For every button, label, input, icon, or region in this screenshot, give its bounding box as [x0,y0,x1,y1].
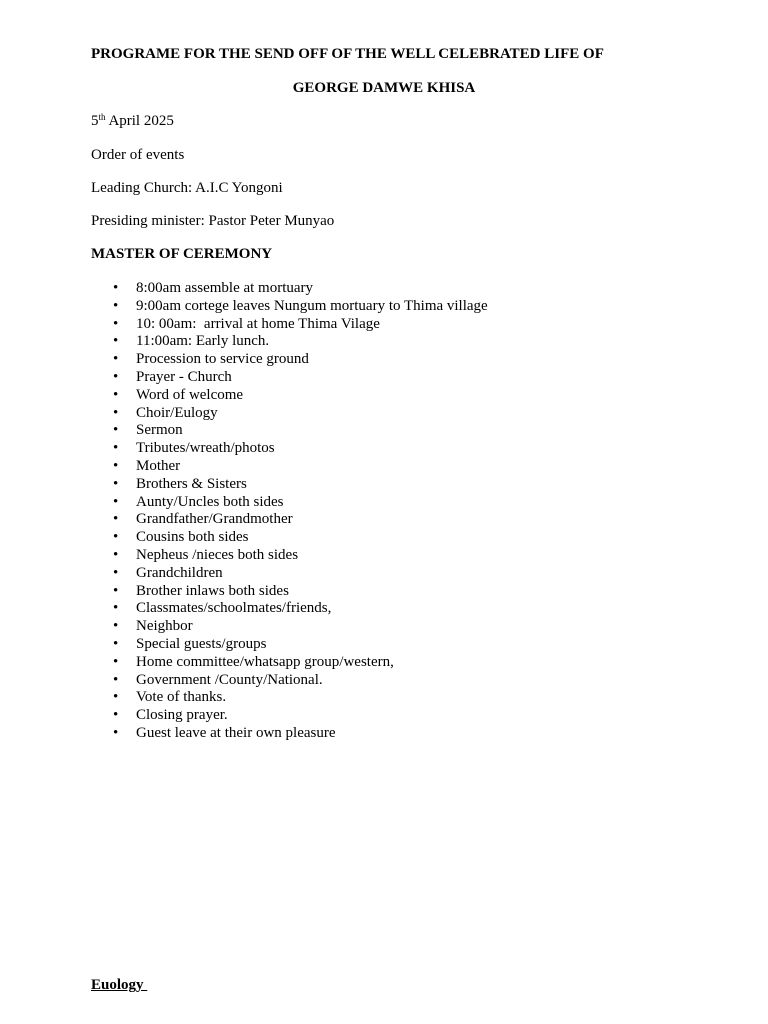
bullet-icon: • [113,582,119,599]
order-of-events-label: Order of events [91,147,185,163]
bullet-icon: • [113,546,119,563]
list-item [113,725,488,743]
event-text: Special guests/groups [136,635,267,652]
event-text: Choir/Eulogy [136,404,218,421]
list-item [113,316,488,334]
list-item [113,547,488,565]
list-item [113,280,488,298]
bullet-icon: • [113,457,119,474]
bullet-icon: • [113,635,119,652]
list-item [113,387,488,405]
date-day: 5 [91,113,99,129]
list-item [113,458,488,476]
list-item [113,369,488,387]
bullet-icon: • [113,529,119,546]
event-text: Government /County/National. [136,671,323,688]
master-of-ceremony-heading: MASTER OF CEREMONY [91,246,273,262]
bullet-icon: • [113,368,119,385]
bullet-icon: • [113,386,119,403]
list-item [113,600,488,618]
bullet-icon: • [113,440,119,457]
list-item [113,422,488,440]
list-item [113,405,488,423]
bullet-icon: • [113,422,119,439]
event-text: Tributes/wreath/photos [136,440,275,457]
bullet-icon: • [113,653,119,670]
bullet-icon: • [113,280,119,296]
events-list [113,280,488,743]
event-text: Sermon [136,422,183,439]
date-suffix: th [98,112,106,122]
list-item [113,511,488,529]
event-text: Prayer - Church [136,368,232,385]
list-item [113,351,488,369]
bullet-icon: • [113,493,119,510]
list-item [113,583,488,601]
list-item [113,689,488,707]
event-text: Nepheus /nieces both sides [136,546,299,563]
bullet-icon: • [113,475,119,492]
list-item [113,565,488,583]
program-title: PROGRAME FOR THE SEND OFF OF THE WELL CELEBRATED LIFE OF [91,46,604,62]
bullet-icon: • [113,707,119,724]
bullet-icon: • [113,671,119,688]
list-item [113,672,488,690]
event-text: Classmates/schoolmates/friends, [136,600,332,617]
list-item [113,494,488,512]
bullet-icon: • [113,724,119,741]
bullet-icon: • [113,689,119,706]
bullet-icon: • [113,297,119,314]
bullet-icon: • [113,600,119,617]
event-text: Closing prayer. [136,707,228,724]
event-text: 11:00am: Early lunch. [136,333,270,350]
list-item [113,476,488,494]
list-item [113,707,488,725]
bullet-icon: • [113,351,119,368]
event-date [91,113,174,130]
euology-heading: Euology [91,977,148,993]
event-text: Word of welcome [136,386,244,403]
bullet-icon: • [113,618,119,635]
list-item [113,654,488,672]
list-item [113,636,488,654]
bullet-icon: • [113,404,119,421]
leading-church: Leading Church: A.I.C Yongoni [91,180,283,196]
list-item [113,440,488,458]
list-item [113,529,488,547]
list-item [113,333,488,351]
event-text: Grandchildren [136,564,223,581]
bullet-icon: • [113,315,119,332]
event-text: Mother [136,457,181,474]
event-text: 10: 00am: arrival at home Thima Vilage [136,315,380,332]
event-text: Vote of thanks. [136,689,227,706]
event-text: Brother inlaws both sides [136,582,289,599]
list-item [113,298,488,316]
bullet-icon: • [113,511,119,528]
event-text: Aunty/Uncles both sides [136,493,284,510]
presiding-minister: Presiding minister: Pastor Peter Munyao [91,213,335,229]
deceased-name: GEORGE DAMWE KHISA [292,80,476,96]
event-text: Cousins both sides [136,529,249,546]
event-text: Grandfather/Grandmother [136,511,293,528]
date-month-year: April 2025 [105,113,174,129]
event-text: 9:00am cortege leaves Nungum mortuary to Thima village [136,297,488,314]
event-text: Guest leave at their own pleasure [136,724,336,741]
event-text: 8:00am assemble at mortuary [136,280,314,296]
event-text: Procession to service ground [136,351,309,368]
list-item [113,618,488,636]
event-text: Neighbor [136,618,193,635]
bullet-icon: • [113,564,119,581]
bullet-icon: • [113,333,119,350]
event-text: Brothers & Sisters [136,475,247,492]
event-text: Home committee/whatsapp group/western, [136,653,394,670]
